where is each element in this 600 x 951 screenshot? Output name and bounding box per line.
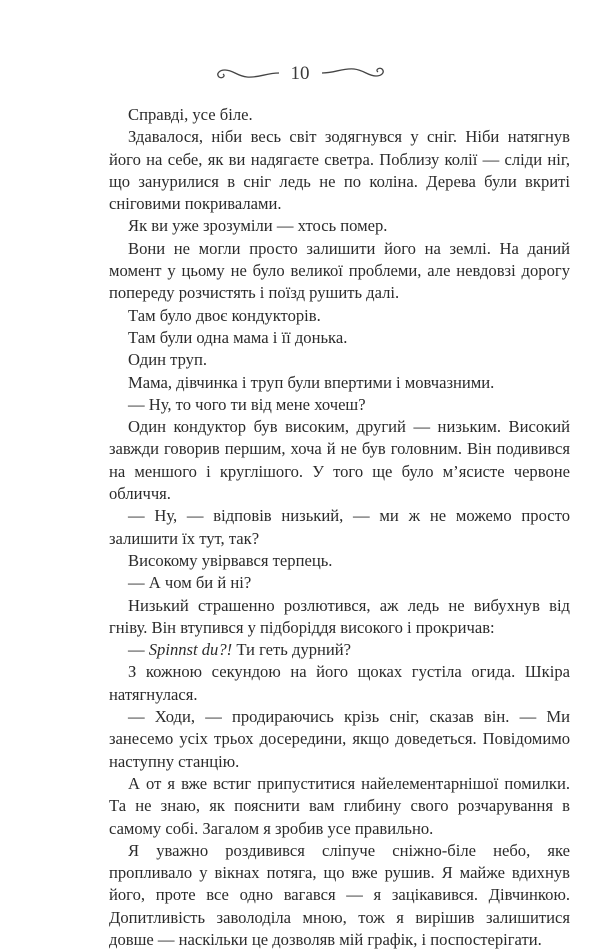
paragraph-3: Як ви уже зрозуміли — хтось помер.	[128, 216, 388, 236]
paragraph-10: Один кондуктор був високим, другий — низьким. Високий завжди говорив першим, хоча й не був головним. Він подивився на меншого і круглішого. У того ще було м’ясисте червоне обличчя.	[109, 417, 570, 504]
page-number: 10	[290, 62, 310, 84]
paragraph-5: Там було двоє кондукторів.	[128, 305, 321, 325]
paragraph-6: Там були одна мама і її донька.	[128, 327, 348, 347]
paragraph-13: — А чом би й ні?	[128, 573, 252, 593]
page-header	[0, 58, 600, 88]
paragraph-12: Високому увірвався терпець.	[128, 550, 333, 570]
paragraph-18: А от я вже встиг припуститися найелементарнішої помилки. Та не знаю, як пояснити вам глибину свого розчарування в самому собі. Загалом я зробив усе правильно.	[109, 773, 570, 838]
paragraph-7: Один труп.	[128, 350, 207, 370]
dialogue-rest: Ти геть дурний?	[232, 640, 352, 660]
paragraph-8: Мама, дівчинка і труп були впертими і мовчазними.	[128, 372, 495, 392]
paragraph-4: Вони не могли просто залишити його на землі. На даний момент у цьому не було великої проблеми, але невдовзі дорогу попереду розчистять і поїзд рушить далі.	[109, 238, 570, 303]
dialogue-dash: —	[128, 640, 149, 660]
german-phrase: Spinnst du?!	[148, 640, 233, 660]
paragraph-15	[109, 639, 570, 661]
flourish-right-icon	[320, 64, 390, 82]
paragraph-1: Справді, усе біле.	[128, 105, 253, 124]
paragraph-16: З кожною секундою на його щоках густіла огида. Шкіра натягнулася.	[109, 662, 570, 704]
flourish-left-icon	[211, 64, 281, 82]
paragraph-14: Низький страшенно розлютився, аж ледь не вибухнув від гніву. Він втупився у підборіддя високого і прокричав:	[109, 595, 570, 637]
paragraph-19: Я уважно роздивився сліпуче сніжно-біле небо, яке пропливало у вікнах потяга, що вже рушив. Я майже вдихнув його, проте все одно вагався — я зацікавився. Дівчинкою. Допитливість заволоділа мною, тож я вирішив залишитися довше — наскільки це дозволяв мій графік, і поспостерігати.	[109, 840, 570, 949]
body-text	[109, 104, 570, 951]
paragraph-2: Здавалося, ніби весь світ зодягнувся у сніг. Ніби натягнув його на себе, як ви надягаєте светра. Поблизу колії — сліди ніг, що занурилися в сніг ледь не по коліна. Дерева були вкриті сніговими покривалами.	[109, 127, 570, 214]
paragraph-11: — Ну, — відповів низький, — ми ж не можемо просто залишити їх тут, так?	[109, 506, 570, 548]
paragraph-17: — Ходи, — продираючись крізь сніг, сказав він. — Ми занесемо усіх трьох досередини, якщо доведеться. Повідомимо наступну станцію.	[109, 707, 570, 771]
paragraph-9: — Ну, то чого ти від мене хочеш?	[128, 394, 366, 414]
